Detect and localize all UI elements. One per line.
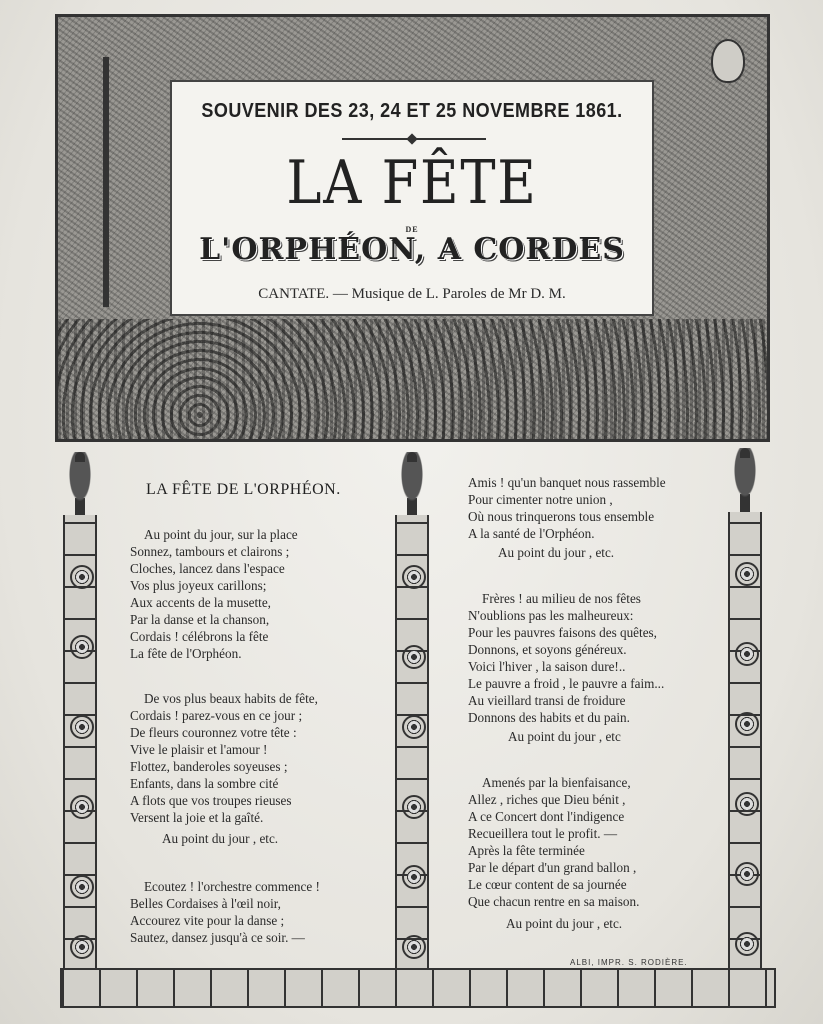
verse-line: Ecoutez ! l'orchestre commence ! xyxy=(144,879,320,894)
right-urn-ornament xyxy=(728,448,762,512)
verse-line: Amenés par la bienfaisance, xyxy=(482,775,631,790)
verse-line: Le pauvre a froid , le pauvre a faim... xyxy=(468,676,665,691)
verse-line: Le cœur content de sa journée xyxy=(468,877,627,892)
center-urn-ornament xyxy=(395,452,429,516)
verse-line: Au vieillard transi de froidure xyxy=(468,693,626,708)
rosette-icon xyxy=(70,565,94,589)
rosette-icon xyxy=(402,715,426,739)
verse-line: Sautez, dansez jusqu'à ce soir. — xyxy=(130,930,305,945)
verse-line: Cordais ! célébrons la fête xyxy=(130,629,269,644)
verse-line: La fête de l'Orphéon. xyxy=(130,646,242,661)
verse-line: A la santé de l'Orphéon. xyxy=(468,526,595,541)
verse-line: Frères ! au milieu de nos fêtes xyxy=(482,591,641,606)
main-title: LA FÊTE xyxy=(286,148,538,218)
refrain-line: Au point du jour , etc. xyxy=(162,831,279,846)
rosette-icon xyxy=(402,645,426,669)
verse-line: Aux accents de la musette, xyxy=(130,595,271,610)
right-stanza-3 xyxy=(468,774,639,910)
rosette-icon xyxy=(70,875,94,899)
balloon-illustration xyxy=(711,39,745,83)
verse-line: De vos plus beaux habits de fête, xyxy=(144,691,318,706)
verse-line: Allez , riches que Dieu bénit , xyxy=(468,792,626,807)
rosette-icon xyxy=(402,865,426,889)
refrain-line: Au point du jour , etc. xyxy=(498,545,615,560)
rosette-icon xyxy=(70,795,94,819)
left-stanza-1 xyxy=(130,526,298,662)
verse-line: Versent la joie et la gaîté. xyxy=(130,810,264,825)
verse-line: Donnons des habits et du pain. xyxy=(468,710,630,725)
credits-line: CANTATE. — Musique de L. Paroles de Mr D. M. xyxy=(258,286,566,302)
printer-imprint: ALBI, IMPR. S. RODIÈRE. xyxy=(570,958,688,967)
verse-line: Par la danse et la chanson, xyxy=(130,612,270,627)
left-column-ornament xyxy=(63,515,97,970)
verse-line: De fleurs couronnez votre tête : xyxy=(130,725,297,740)
rosette-icon xyxy=(70,635,94,659)
verse-line: Pour cimenter notre union , xyxy=(468,492,613,507)
left-stanza-2 xyxy=(130,690,318,826)
verse-line: N'oublions pas les malheureux: xyxy=(468,608,634,623)
rosette-icon xyxy=(735,862,759,886)
rosette-icon xyxy=(402,935,426,959)
refrain-line: Au point du jour , etc xyxy=(508,729,621,744)
verse-line: Flottez, banderoles soyeuses ; xyxy=(130,759,288,774)
rosette-icon xyxy=(735,932,759,956)
verse-line: A flots que vos troupes rieuses xyxy=(130,793,292,808)
right-column-ornament xyxy=(728,512,762,970)
title-connector: DE xyxy=(405,225,419,234)
rosette-icon xyxy=(70,935,94,959)
title-cartouche xyxy=(170,80,654,316)
left-urn-ornament xyxy=(63,452,97,516)
rosette-icon xyxy=(735,792,759,816)
subtitle: L'ORPHÉON, A CORDES xyxy=(199,232,625,267)
verse-line: Au point du jour, sur la place xyxy=(144,527,298,542)
verse-line: Pour les pauvres faisons des quêtes, xyxy=(468,625,657,640)
rosette-icon xyxy=(735,642,759,666)
verse-line: Que chacun rentre en sa maison. xyxy=(468,894,640,909)
right-stanza-1 xyxy=(468,474,666,542)
crowd-illustration xyxy=(58,319,767,439)
rosette-icon xyxy=(402,795,426,819)
left-stanza-3 xyxy=(130,878,320,946)
refrain-line: Au point du jour , etc. xyxy=(506,916,623,931)
verse-line: Cordais ! parez-vous en ce jour ; xyxy=(130,708,303,723)
verse-line: Voici l'hiver , la saison dure!.. xyxy=(468,659,626,674)
title-rule xyxy=(342,138,486,140)
verse-line: Accourez vite pour la danse ; xyxy=(130,913,285,928)
verse-line: Enfants, dans la sombre cité xyxy=(130,776,279,791)
verse-line: Vos plus joyeux carillons; xyxy=(130,578,267,593)
verse-line: Donnons, et soyons généreux. xyxy=(468,642,627,657)
verse-line: Amis ! qu'un banquet nous rassemble xyxy=(468,475,666,490)
rosette-icon xyxy=(70,715,94,739)
verse-line: A ce Concert dont l'indigence xyxy=(468,809,625,824)
souvenir-line: SOUVENIR DES 23, 24 ET 25 NOVEMBRE 1861. xyxy=(201,100,623,122)
poem-title: LA FÊTE DE L'ORPHÉON. xyxy=(146,481,341,498)
rosette-icon xyxy=(735,712,759,736)
verse-line: Vive le plaisir et l'amour ! xyxy=(130,742,268,757)
verse-line: Où nous trinquerons tous ensemble xyxy=(468,509,655,524)
verse-line: Par le départ d'un grand ballon , xyxy=(468,860,637,875)
verse-line: Belles Cordaises à l'œil noir, xyxy=(130,896,281,911)
rosette-icon xyxy=(735,562,759,586)
rosette-icon xyxy=(402,565,426,589)
verse-line: Sonnez, tambours et clairons ; xyxy=(130,544,290,559)
right-stanza-2 xyxy=(468,590,664,726)
bottom-frieze-ornament xyxy=(60,968,776,1008)
center-column-ornament xyxy=(395,515,429,970)
verse-line: Recueillera tout le profit. — xyxy=(468,826,618,841)
verse-line: Après la fête terminée xyxy=(468,843,585,858)
verse-line: Cloches, lancez dans l'espace xyxy=(130,561,285,576)
maypole-illustration xyxy=(103,57,109,307)
